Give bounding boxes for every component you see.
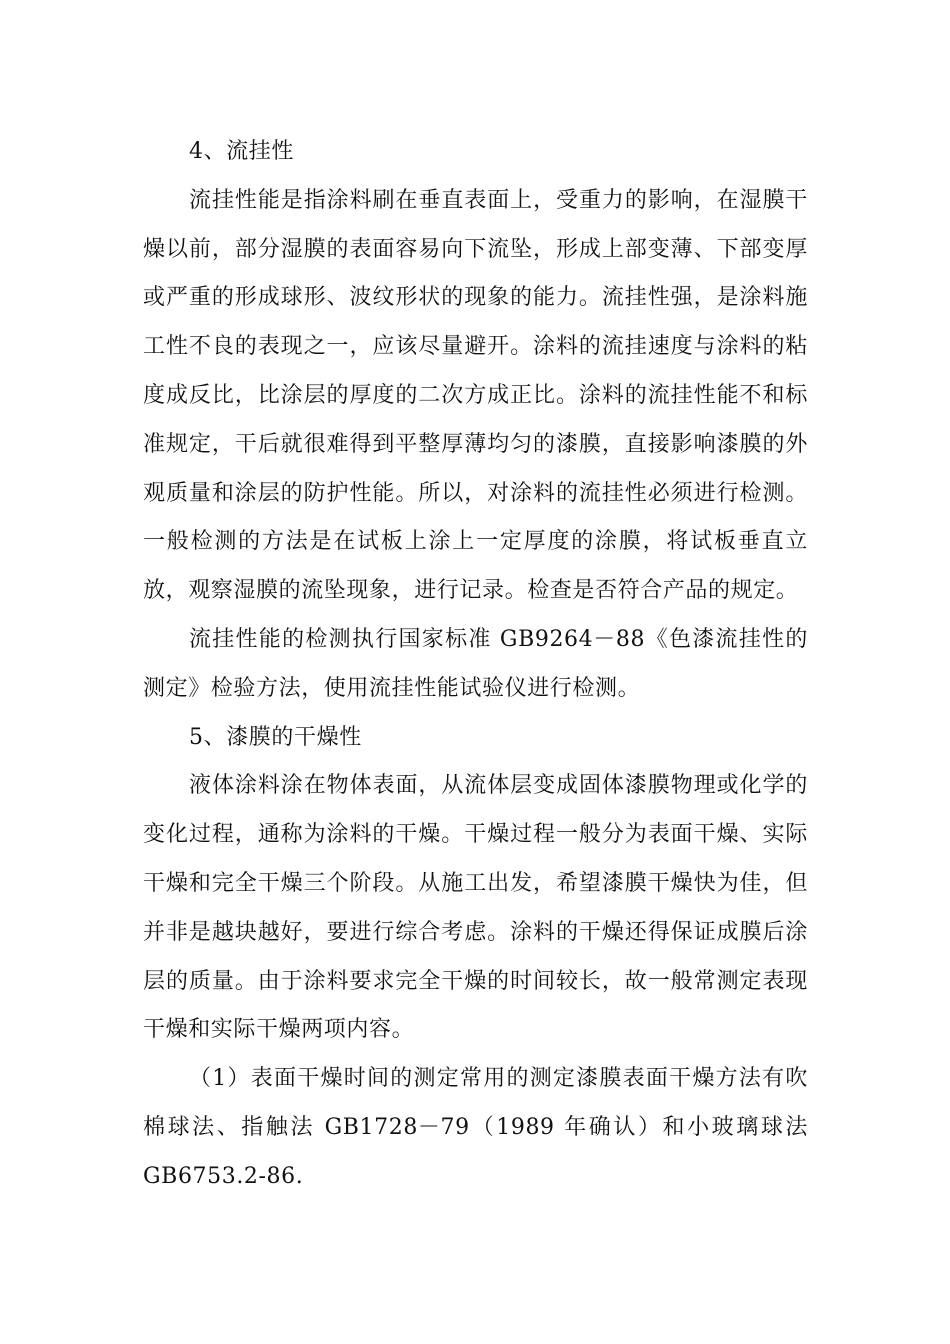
document-body [143,128,808,1202]
section-5-paragraph-2: （1）表面干燥时间的测定常用的测定漆膜表面干燥方法有吹棉球法、指触法 GB1728－79（1989 年确认）和小玻璃球法 GB6753.2-86. [143,1066,808,1189]
section-4-heading: 4、流挂性 [189,139,294,164]
section-5-heading: 5、漆膜的干燥性 [189,724,362,750]
section-5-paragraph-1: 液体涂料涂在物体表面，从流体层变成固体漆膜物理或化学的变化过程，通称为涂料的干燥。干燥过程一般分为表面干燥、实际干燥和完全干燥三个阶段。从施工出发，希望漆膜干燥快为佳，但并非是越块越好，要进行综合考虑。涂料的干燥还得保证成膜后涂层的质量。由于涂料要求完全干燥的时间较长，故一般常测定表现干燥和实际干燥两项内容。 [143,773,808,1043]
section-4-paragraph-2: 流挂性能的检测执行国家标准 GB9264－88《色漆流挂性的测定》检验方法，使用流挂性能试验仪进行检测。 [143,626,808,701]
section-4-paragraph-1: 流挂性能是指涂料刷在垂直表面上，受重力的影响，在湿膜干燥以前，部分湿膜的表面容易向下流坠，形成上部变薄、下部变厚或严重的形成球形、波纹形状的现象的能力。流挂性强，是涂料施工性不良的表现之一，应该尽量避开。涂料的流挂速度与涂料的粘度成反比，比涂层的厚度的二次方成正比。涂料的流挂性能不和标准规定，干后就很难得到平整厚薄均匀的漆膜，直接影响漆膜的外观质量和涂层的防护性能。所以，对涂料的流挂性必须进行检测。一般检测的方法是在试板上涂上一定厚度的涂膜，将试板垂直立放，观察湿膜的流坠现象，进行记录。检查是否符合产品的规定。 [143,187,808,604]
